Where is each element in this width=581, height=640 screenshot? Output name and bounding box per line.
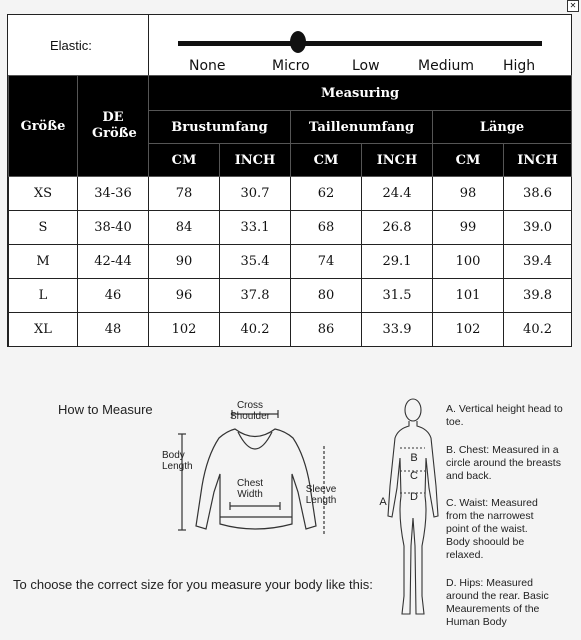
cell: 30.7	[220, 177, 291, 211]
cell: 100	[433, 245, 504, 279]
elastic-indicator	[290, 31, 306, 53]
cell: 40.2	[504, 313, 572, 347]
cell: 24.4	[362, 177, 433, 211]
cell: 102	[149, 313, 220, 347]
letter-a: A	[379, 496, 387, 508]
cell: 102	[433, 313, 504, 347]
elastic-level-none: None	[189, 58, 226, 74]
letter-c: C	[410, 470, 418, 482]
cell: 39.0	[504, 211, 572, 245]
cell: 80	[291, 279, 362, 313]
size-table	[8, 75, 572, 347]
cell: 90	[149, 245, 220, 279]
unit-inch: INCH	[362, 144, 433, 177]
cell: 42-44	[78, 245, 149, 279]
cell: S	[9, 211, 78, 245]
cell: 37.8	[220, 279, 291, 313]
sleeve-length-label: Sleeve Length	[305, 484, 337, 506]
table-row	[9, 279, 572, 313]
cell: 40.2	[220, 313, 291, 347]
cell: 98	[433, 177, 504, 211]
cell: 48	[78, 313, 149, 347]
divider	[148, 15, 149, 75]
cell: 38.6	[504, 177, 572, 211]
elastic-level-medium: Medium	[418, 58, 474, 74]
unit-cm: CM	[291, 144, 362, 177]
header-de-groesse: DE Größe	[78, 76, 149, 177]
cell: 33.1	[220, 211, 291, 245]
cell: 34-36	[78, 177, 149, 211]
cell: 38-40	[78, 211, 149, 245]
cell: 78	[149, 177, 220, 211]
table-row	[9, 245, 572, 279]
cross-shoulder-label: Cross Shoulder	[229, 400, 271, 422]
cell: 46	[78, 279, 149, 313]
how-to-measure-title: How to Measure	[58, 402, 153, 417]
note-d: D. Hips: Measured around the rear. Basic Meaurements of the Human Body	[446, 577, 549, 628]
note-a: A. Vertical height head to toe.	[446, 403, 563, 428]
elastic-level-micro: Micro	[272, 58, 310, 74]
cell: 96	[149, 279, 220, 313]
note-c: C. Waist: Measured from the narrowest point of the waist. Body shoould be relaxed.	[446, 497, 538, 561]
note-b: B. Chest: Measured in a circle around the breasts and back.	[446, 444, 561, 482]
cell: XL	[9, 313, 78, 347]
header-groesse: Größe	[9, 76, 78, 177]
size-chart	[7, 14, 572, 347]
cell: XS	[9, 177, 78, 211]
elastic-level-high: High	[503, 58, 536, 74]
header-laenge: Länge	[433, 111, 572, 144]
cell: 62	[291, 177, 362, 211]
header-measuring: Measuring	[149, 76, 572, 111]
choose-size-text: To choose the correct size for you measure your body like this:	[13, 577, 373, 592]
table-row	[9, 211, 572, 245]
cell: 86	[291, 313, 362, 347]
cell: 101	[433, 279, 504, 313]
cell: 33.9	[362, 313, 433, 347]
elastic-bar	[178, 41, 542, 46]
elastic-level-low: Low	[352, 58, 380, 74]
cell: 39.4	[504, 245, 572, 279]
unit-cm: CM	[149, 144, 220, 177]
table-row	[9, 177, 572, 211]
cell: 26.8	[362, 211, 433, 245]
body-length-label: Body Length	[162, 450, 193, 472]
cell: 39.8	[504, 279, 572, 313]
elastic-scale	[8, 15, 571, 76]
cell: 35.4	[220, 245, 291, 279]
cell: 31.5	[362, 279, 433, 313]
cell: L	[9, 279, 78, 313]
header-taillenumfang: Taillenumfang	[291, 111, 433, 144]
cell: 68	[291, 211, 362, 245]
elastic-label: Elastic:	[50, 38, 92, 53]
header-brustumfang: Brustumfang	[149, 111, 291, 144]
table-row	[9, 313, 572, 347]
cell: 74	[291, 245, 362, 279]
cell: 29.1	[362, 245, 433, 279]
cell: M	[9, 245, 78, 279]
body-diagram	[380, 396, 440, 621]
unit-inch: INCH	[504, 144, 572, 177]
chest-width-label: Chest Width	[236, 478, 264, 500]
letter-b: B	[410, 452, 418, 464]
unit-cm: CM	[433, 144, 504, 177]
unit-inch: INCH	[220, 144, 291, 177]
cell: 99	[433, 211, 504, 245]
close-icon[interactable]: ✕	[567, 0, 579, 12]
letter-d: D	[410, 491, 418, 503]
cell: 84	[149, 211, 220, 245]
